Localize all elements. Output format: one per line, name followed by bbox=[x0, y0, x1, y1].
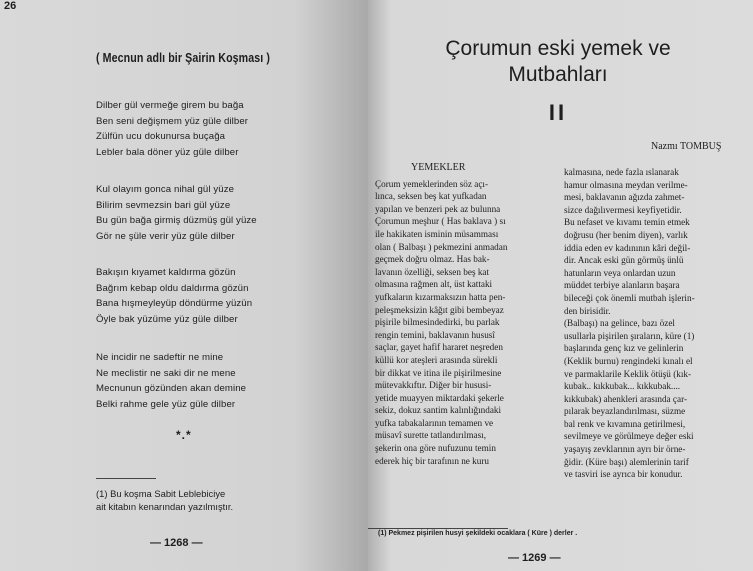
text-line: şekerin ona göre nufuzunu temin bbox=[375, 443, 496, 454]
text-line: kubak.. kıkkubak... kıkkubak.... bbox=[564, 381, 681, 392]
text-line: iddia eden ev kadınının kâri değil- bbox=[564, 242, 691, 253]
poem-line: Lebler bala döner yüz güle dilber bbox=[96, 146, 239, 158]
text-line: kalmasına, nede fazla ıslanarak bbox=[564, 167, 679, 177]
text-line: müddet terbiye alanların başara bbox=[564, 280, 680, 291]
text-line: ve parmaklarile Keklik ötüşü (kık- bbox=[564, 368, 692, 379]
text-line: dir. Ancak eski gün görmüş ünlü bbox=[564, 255, 684, 266]
poem-line: Bilirim sevmezsin bari gül yüze bbox=[96, 199, 231, 211]
text-line: yetide muayyen miktardaki şekerle bbox=[375, 392, 504, 403]
poem-line: Bağrım kebap oldu daldırma gözün bbox=[96, 282, 249, 294]
author-name: Nazmı TOMBUŞ bbox=[651, 141, 722, 152]
text-line: ederek hiç bir tarafının ne kuru bbox=[375, 455, 490, 466]
right-page bbox=[368, 0, 753, 571]
text-line: mesi, baklavanın ağızda zahmet- bbox=[564, 192, 685, 203]
column-right bbox=[564, 166, 744, 481]
text-line: olmasına rağmen alt, üst kattaki bbox=[375, 279, 493, 290]
text-line: yaşayış zevklarının ayrı bir örne- bbox=[564, 444, 686, 455]
footnote-rule bbox=[96, 478, 156, 479]
text-line: bileceği çok önemli mutbah işlerin- bbox=[564, 292, 695, 303]
text-line: den birisidir. bbox=[564, 305, 611, 316]
text-line: pılarak beyazlandırılması, süzme bbox=[564, 406, 686, 417]
column-left bbox=[375, 162, 543, 467]
text-line: hamur olmasına meydan verilme- bbox=[564, 179, 688, 190]
text-line: yufka tabakalarının temamen ve bbox=[375, 417, 494, 428]
poem-line: Bu gün bağa girmiş düzmüş gül yüze bbox=[96, 215, 257, 227]
right-footnote: (1) Pekmez pişirilen husyi şekildeki ocaklara ( Küre ) derler . bbox=[378, 530, 578, 537]
poem-line: Ne meclistir ne saki dir ne mene bbox=[96, 367, 236, 379]
article-title-line-1: Çorumun eski yemek ve bbox=[445, 37, 671, 60]
text-line: bal renk ve kıvamına getirilmesi, bbox=[564, 418, 686, 429]
footnote-line: ait kitabın kenarından yazılmıştır. bbox=[96, 501, 234, 512]
text-line: pişirile bilmesindedirki, bu parlak bbox=[375, 317, 500, 328]
text-line: usullarla pişirilen şıraların, küre (1) bbox=[564, 330, 695, 341]
text-line: küllü kor ateşleri arasında sürekli bbox=[375, 354, 498, 365]
text-line: lavanın özelliği, seksen beş kat bbox=[375, 266, 490, 277]
text-line: sevilmeye ve görülmeye değer eski bbox=[564, 431, 694, 442]
text-line: saçlar, gayet hafif hararet neşreden bbox=[375, 342, 503, 353]
text-line: yapılan ve benzeri pek az bulunna bbox=[375, 203, 501, 214]
text-line: Çorumun meşhur ( Has baklava ) sı bbox=[375, 216, 506, 227]
text-line: yufkaların kızarmaksızın hatta pen- bbox=[375, 291, 506, 302]
poem-line: Gör ne şüle verir yüz güle dilber bbox=[96, 230, 235, 242]
text-line: mütevakkıftır. Diğer bir hususi- bbox=[375, 380, 492, 391]
text-line: ve tasviri ise ayrıca bir konudur. bbox=[564, 469, 683, 480]
poem-title: ( Mecnun adlı bir Şairin Koşması ) bbox=[96, 50, 270, 65]
right-page-number: — 1269 — bbox=[508, 552, 561, 564]
text-line: sizce dağılıvermesi keyfiyetidir. bbox=[564, 204, 682, 215]
poem-line: Mecnunun gözünden akan demine bbox=[96, 383, 247, 395]
footnote-line: (1) Bu koşma Sabit Leblebiciye bbox=[96, 488, 226, 499]
text-line: ğidir. (Küre başı) alemlerinin tarif bbox=[564, 456, 689, 467]
text-line: bir dikkat ve itina ile pişirilmesine bbox=[375, 367, 502, 378]
text-line: lınca, seksen beş kat yufkadan bbox=[375, 191, 487, 202]
ornament: *.* bbox=[176, 428, 192, 442]
poem-line: Öyle bak yüzüme yüz güle dilber bbox=[96, 313, 238, 325]
left-footnote bbox=[96, 487, 233, 513]
text-line: müsavî surette tatlandırılması, bbox=[375, 430, 486, 441]
text-line: kıkkubak) ahenkleri arasında çar- bbox=[564, 393, 688, 404]
poem-line: Belki rahme gele yüz güle dilber bbox=[96, 398, 236, 410]
poem-line: Dilber gül vermeğe girem bu bağa bbox=[96, 100, 244, 111]
poem-line: Bana hışmeyleyüp döndürme yüzün bbox=[96, 298, 253, 310]
text-line: (Balbaşı) na gelince, bazı özel bbox=[564, 318, 675, 329]
text-line: peleşmeksizin kâğıt gibi bembeyaz bbox=[375, 304, 504, 315]
stanza-1 bbox=[96, 98, 248, 160]
text-line: olan ( Balbaşı ) pekmezini anmadan bbox=[375, 241, 508, 252]
footnote-rule bbox=[368, 528, 508, 529]
text-line: ile hakikaten isminin müsamması bbox=[375, 228, 499, 239]
left-page bbox=[0, 0, 368, 571]
text-line: doğrusu (her benim diyen), varlık bbox=[564, 229, 688, 240]
text-line: rengin temini, baklavanın hususî bbox=[375, 329, 495, 340]
section-heading: YEMEKLER bbox=[411, 162, 466, 173]
text-line: (Keklik burnu) rengindeki kınalı el bbox=[564, 355, 693, 366]
poem-line: Ne incidir ne sadeftir ne mine bbox=[96, 352, 224, 363]
stanza-4 bbox=[96, 350, 246, 412]
corner-page-number: 26 bbox=[4, 0, 17, 12]
stanza-3 bbox=[96, 265, 252, 327]
text-line: Bu nefaset ve kıvamı temin etmek bbox=[564, 217, 690, 228]
poem-line: Ben seni değişmem yüz güle dilber bbox=[96, 115, 249, 127]
text-line: sekiz, dokuz santim kalınlığındaki bbox=[375, 405, 502, 416]
part-number: II bbox=[548, 100, 568, 125]
poem-line: Zülfün ucu dokunursa buçağa bbox=[96, 131, 226, 143]
text-line: geçmek doğru olmaz. Has bak- bbox=[375, 254, 490, 265]
text-line: başlarında genç kız ve gelinlerin bbox=[564, 343, 684, 354]
article-title-line-2: Mutbahları bbox=[508, 63, 608, 86]
poem-line: Bakışın kıyamet kaldırma gözün bbox=[96, 267, 236, 278]
left-page-number: — 1268 — bbox=[150, 537, 203, 549]
text-line: hatunların veya onlardan uzun bbox=[564, 267, 676, 278]
stanza-2 bbox=[96, 182, 257, 244]
text-line: Çorum yemeklerinden söz açı- bbox=[375, 178, 489, 189]
poem-line: Kul olayım gonca nihal gül yüze bbox=[96, 184, 235, 195]
